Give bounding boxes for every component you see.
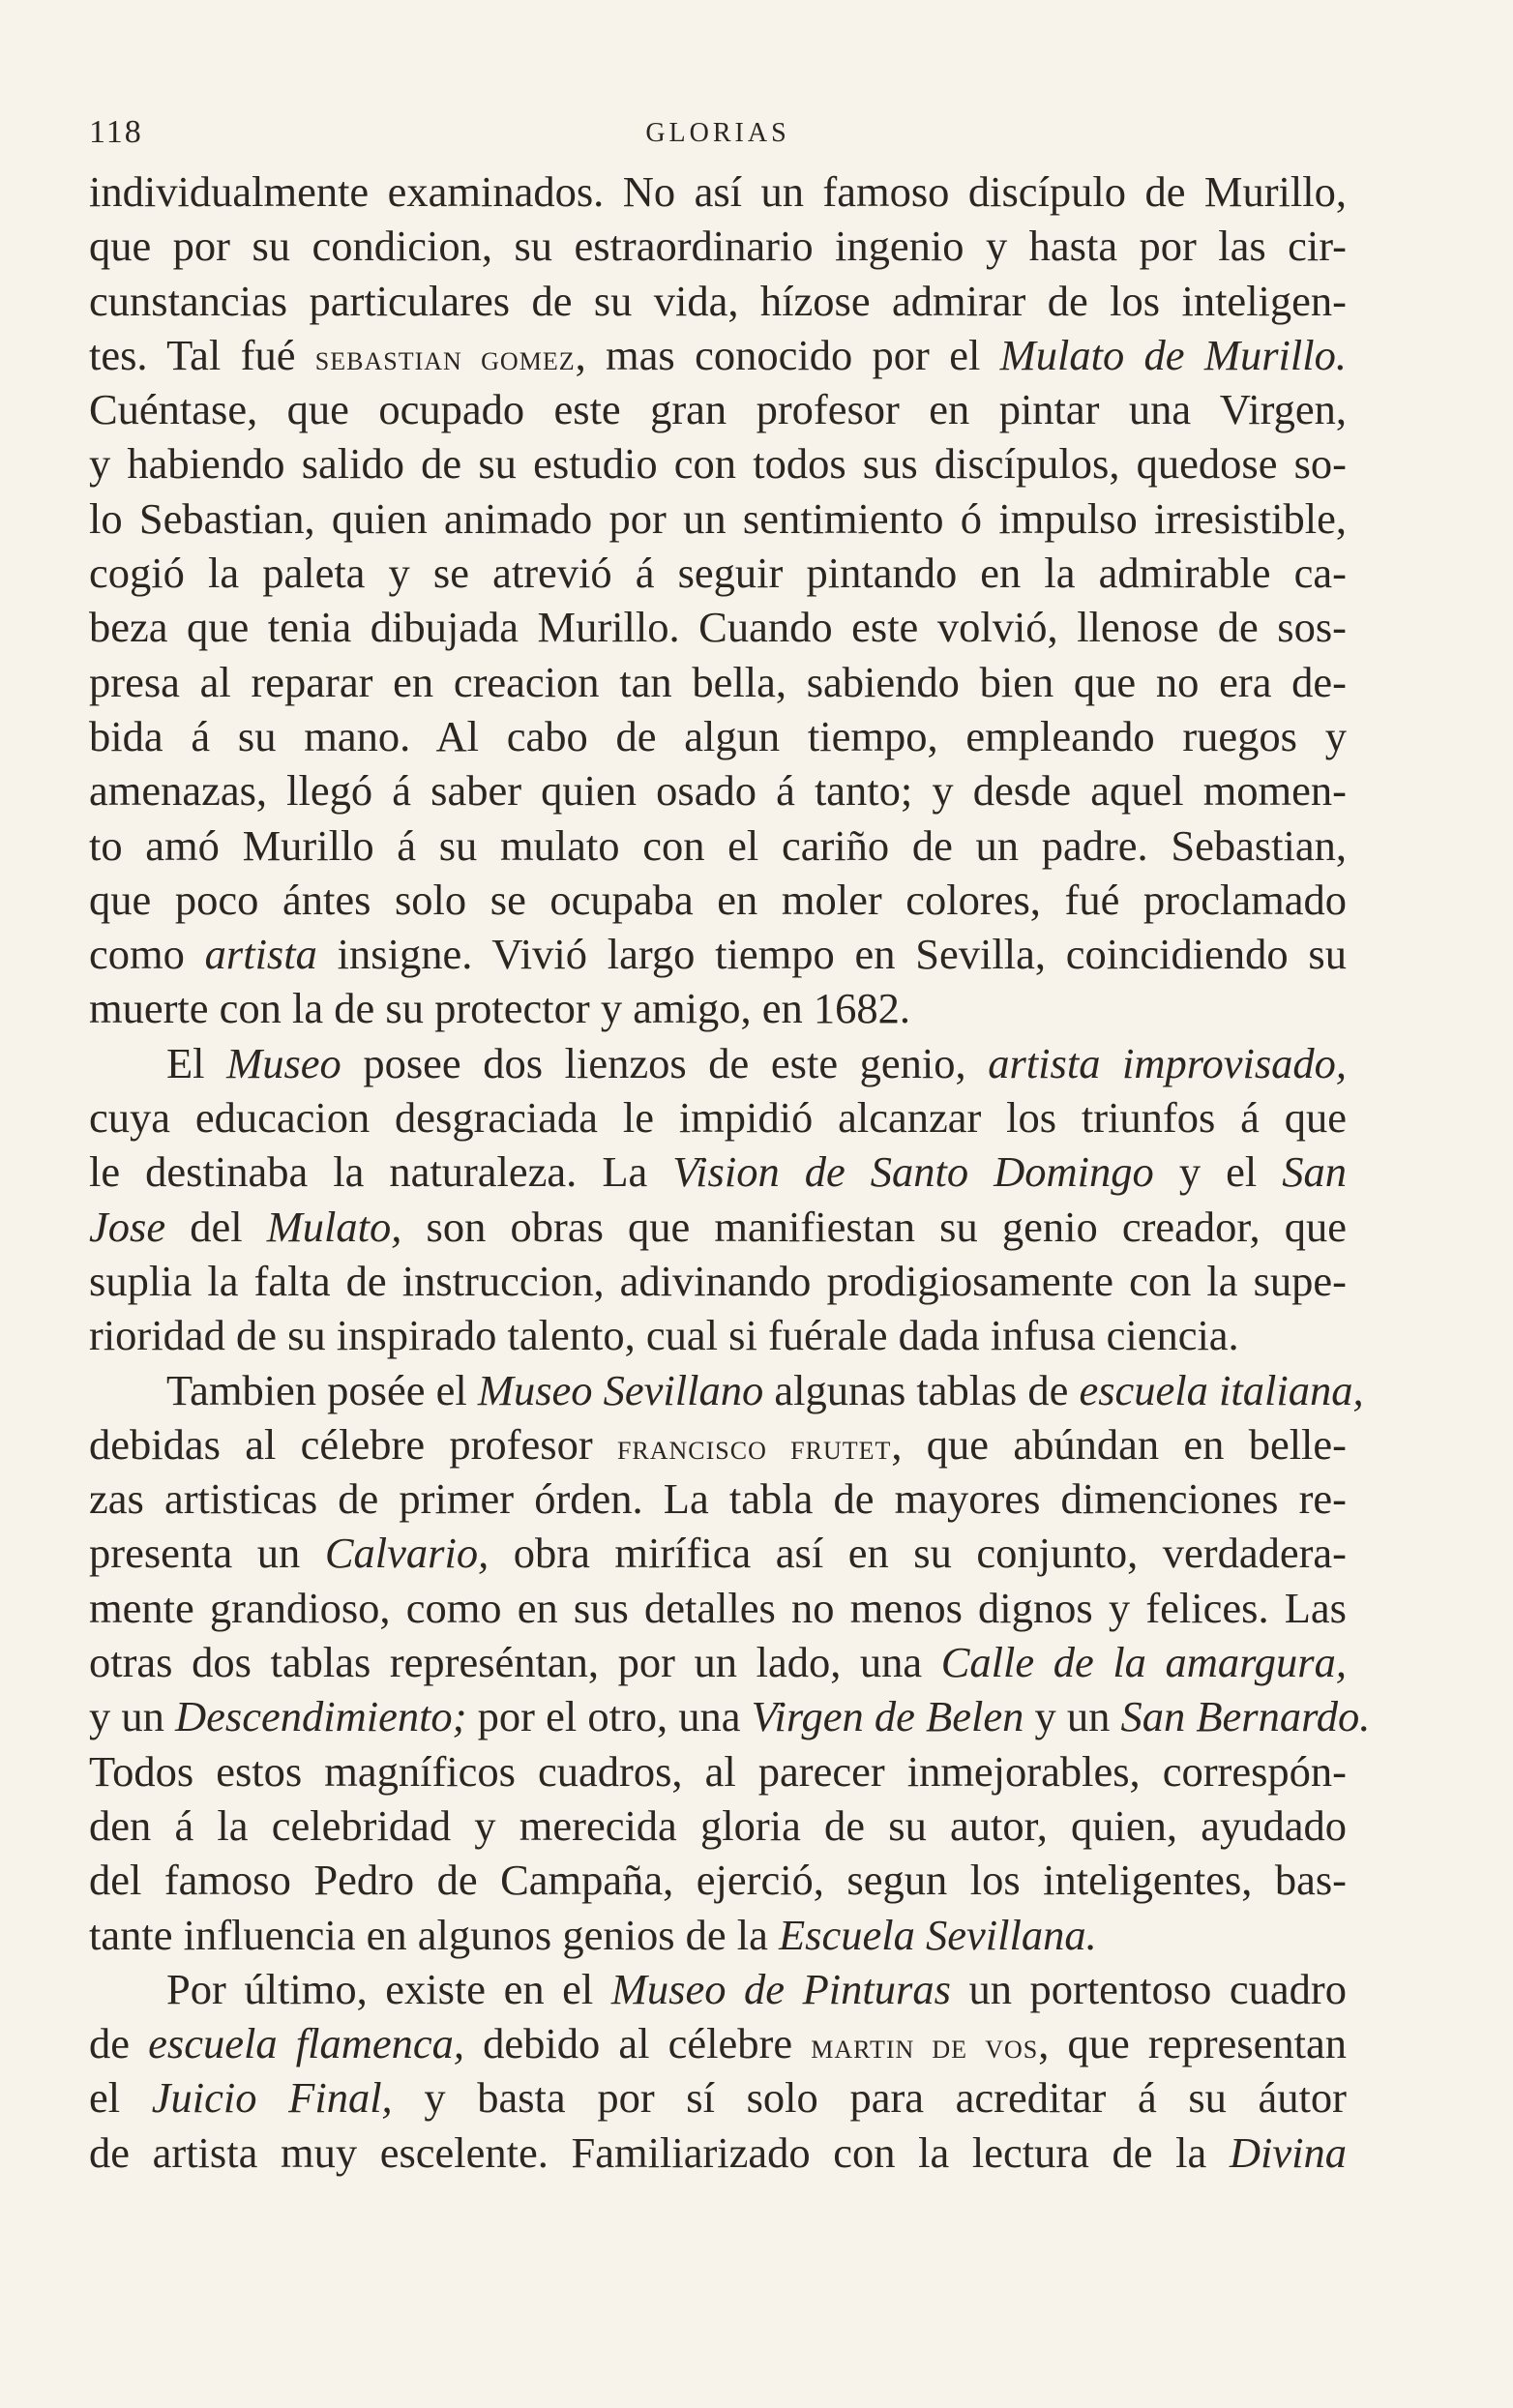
text-segment: tes. Tal fué <box>89 330 315 379</box>
text-line <box>89 1363 1364 1417</box>
text-line <box>89 491 1347 546</box>
text-line <box>89 2070 1347 2125</box>
text-line <box>89 1962 1347 2016</box>
page-header <box>89 114 1347 163</box>
text-segment: le destinaba la naturaleza. La <box>89 1147 673 1197</box>
text-segment: que por su condicion, su estraordinario ingenio y hasta por las cir- <box>89 222 1347 271</box>
italic-text: Escuela Sevillana. <box>779 1910 1097 1959</box>
text-segment: beza que tenia dibujada Murillo. Cuando este volvió, llenose de sos- <box>89 603 1347 652</box>
text-segment: y basta por sí solo para acreditar á su áutor <box>392 2073 1347 2123</box>
text-segment: y un <box>1024 1692 1121 1741</box>
text-segment: de artista muy escelente. Familiarizado con la lectura de la <box>89 2127 1230 2177</box>
italic-text: Vision de Santo Domingo <box>672 1147 1154 1197</box>
italic-text: Virgen de Belen <box>751 1692 1024 1741</box>
text-segment: del <box>165 1202 267 1251</box>
text-segment: Cuéntase, que ocupado este gran profesor en pintar una Virgen, <box>89 385 1347 434</box>
page-number: 118 <box>89 114 143 150</box>
italic-text: Calvario, <box>324 1529 490 1578</box>
text-line <box>89 436 1347 491</box>
text-segment: son obras que manifiestan su genio creador, que <box>401 1202 1347 1251</box>
text-line <box>89 709 1347 763</box>
text-segment: y el <box>1153 1147 1283 1197</box>
text-line <box>89 2016 1347 2070</box>
text-line <box>89 981 1347 1035</box>
text-segment: y un <box>89 1692 175 1741</box>
running-title: GLORIAS <box>645 118 790 148</box>
text-segment: lo Sebastian, quien animado por un sentimiento ó impulso irresistible, <box>89 493 1347 543</box>
text-segment: obra mirífica así en su conjunto, verdadera- <box>489 1529 1347 1578</box>
text-segment: den á la celebridad y merecida gloria de su autor, quien, ayudado <box>89 1800 1347 1850</box>
text-line <box>89 927 1347 981</box>
text-segment: El <box>166 1038 227 1087</box>
italic-text: Museo de Pinturas <box>610 1964 951 2013</box>
italic-text: Descendimiento; <box>175 1692 467 1741</box>
text-line <box>89 1689 1371 1743</box>
text-segment: Por último, existe en el <box>166 1964 611 2013</box>
text-segment: , mas conocido por el <box>575 330 1000 379</box>
small-caps-name: francisco frutet <box>616 1426 892 1467</box>
text-segment: cogió la paleta y se atrevió á seguir pintando en la admirable ca- <box>89 549 1347 598</box>
text-segment: de <box>89 2019 149 2068</box>
text-segment: debidas al célebre profesor <box>89 1419 617 1469</box>
italic-text: escuela italiana, <box>1079 1365 1364 1414</box>
text-segment: mente grandioso, como en sus detalles no menos dignos y felices. Las <box>89 1583 1347 1632</box>
text-segment: y habiendo salido de su estudio con todos sus discípulos, quedose so- <box>89 439 1347 489</box>
text-segment: individualmente examinados. No así un famoso discípulo de Murillo, <box>89 167 1347 216</box>
text-segment: del famoso Pedro de Campaña, ejerció, segun los inteligentes, bas- <box>89 1856 1347 1905</box>
text-segment: suplia la falta de instruccion, adivinando prodigiosamente con la supe- <box>89 1256 1347 1305</box>
text-segment: zas artisticas de primer órden. La tabla de mayores dimenciones re- <box>89 1474 1347 1524</box>
text-segment: cunstancias particulares de su vida, hízose admirar de los inteligen- <box>89 276 1347 325</box>
italic-text: escuela flamenca, <box>148 2019 464 2068</box>
small-caps-name: martin de vos <box>811 2026 1039 2066</box>
text-segment: otras dos tablas represéntan, por un lado, una <box>89 1638 941 1687</box>
text-line <box>89 1635 1347 1689</box>
italic-text: Jose <box>89 1202 166 1251</box>
text-line <box>89 1526 1347 1580</box>
text-segment: debido al célebre <box>463 2019 812 2068</box>
italic-text: Divina <box>1229 2127 1347 2177</box>
text-line <box>89 328 1347 382</box>
italic-text: Mulato, <box>266 1202 402 1251</box>
body-text <box>89 164 1371 2180</box>
text-line <box>89 1417 1347 1472</box>
text-line <box>89 382 1347 436</box>
italic-text: Juicio Final, <box>151 2073 393 2123</box>
text-line <box>89 1472 1347 1526</box>
text-line <box>89 1308 1347 1362</box>
text-segment: Tambien posée el <box>166 1365 478 1414</box>
text-segment: como <box>89 930 205 979</box>
italic-text: San <box>1282 1147 1347 1197</box>
small-caps-name: sebastian gomez <box>314 337 576 377</box>
text-segment: que poco ántes solo se ocupaba en moler colores, fué proclamado <box>89 875 1347 924</box>
text-line <box>89 1145 1347 1199</box>
text-line <box>89 1200 1347 1254</box>
text-segment: bida á su mano. Al cabo de algun tiempo, empleando ruegos y <box>89 711 1347 760</box>
text-line <box>89 1090 1347 1145</box>
text-segment: posee dos lienzos de este genio, <box>341 1038 989 1087</box>
text-segment: amenazas, llegó á saber quien osado á tanto; y desde aquel momen- <box>89 766 1347 816</box>
text-line <box>89 1036 1347 1090</box>
text-segment: rioridad de su inspirado talento, cual si fuérale dada infusa ciencia. <box>89 1311 1239 1360</box>
text-segment: , que representan <box>1038 2019 1347 2068</box>
text-segment: el <box>89 2073 152 2123</box>
italic-text: Museo Sevillano <box>477 1365 764 1414</box>
italic-text: San Bernardo. <box>1120 1692 1371 1741</box>
text-line <box>89 164 1347 219</box>
text-segment: muerte con la de su protector y amigo, en 1682. <box>89 984 910 1033</box>
text-segment: por el otro, una <box>466 1692 752 1741</box>
text-line <box>89 1744 1347 1799</box>
text-line <box>89 1853 1347 1907</box>
text-segment: cuya educacion desgraciada le impidió alcanzar los triunfos á que <box>89 1093 1347 1143</box>
text-segment: un portentoso cuadro <box>950 1964 1347 2013</box>
text-segment: presenta un <box>89 1529 325 1578</box>
text-segment: algunas tablas de <box>763 1365 1080 1414</box>
text-segment: Todos estos magníficos cuadros, al parecer inmejorables, correspón- <box>89 1746 1347 1796</box>
text-line <box>89 818 1347 873</box>
italic-text: artista improvisado, <box>988 1038 1348 1087</box>
italic-text: Calle de la amargura, <box>940 1638 1347 1687</box>
text-segment: presa al reparar en creacion tan bella, sabiendo bien que no era de- <box>89 657 1347 706</box>
text-segment: insigne. Vivió largo tiempo en Sevilla, coincidiendo su <box>316 930 1347 979</box>
text-segment: tante influencia en algunos genios de la <box>89 1910 779 1959</box>
italic-text: Museo <box>226 1038 341 1087</box>
text-line <box>89 873 1347 927</box>
text-segment: to amó Murillo á su mulato con el cariño de un padre. Sebastian, <box>89 820 1347 870</box>
text-line <box>89 219 1347 273</box>
text-line <box>89 2126 1347 2180</box>
italic-text: artista <box>204 930 317 979</box>
text-line <box>89 1581 1347 1635</box>
text-line <box>89 1908 1347 1962</box>
text-line <box>89 1799 1347 1853</box>
text-line <box>89 1254 1347 1308</box>
text-line <box>89 274 1347 328</box>
text-line <box>89 763 1347 818</box>
italic-text: Mulato de Murillo. <box>999 330 1348 379</box>
text-line <box>89 655 1347 709</box>
text-line <box>89 600 1347 654</box>
text-line <box>89 546 1347 600</box>
text-segment: , que abúndan en belle- <box>891 1419 1347 1469</box>
